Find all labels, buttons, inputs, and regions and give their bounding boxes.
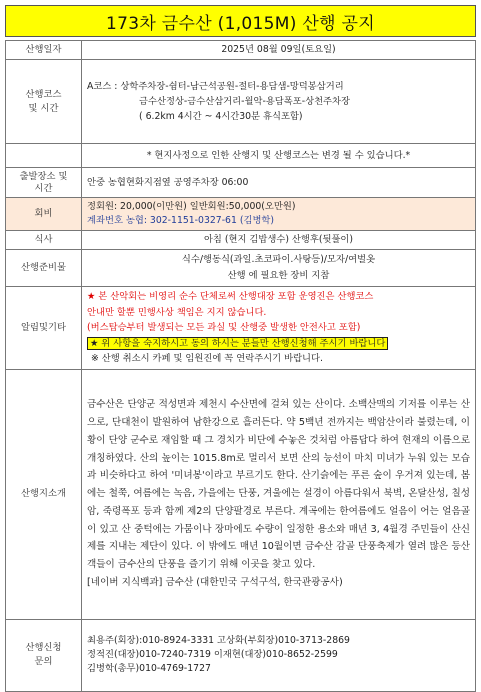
- notice-red-line-2: 안내만 할뿐 민행사상 책임은 지지 않습니다.: [87, 306, 267, 318]
- notice-value: [82, 287, 476, 370]
- fee-line-1: 정회원: 20,000(이만원) 일반회원:50,000(오만원): [87, 201, 296, 212]
- notice-row: [6, 287, 476, 370]
- course-value: [82, 60, 476, 144]
- gear-line-1: 식수/행동식(과일.초코파이.사탕등)/모자/여벌옷: [181, 254, 376, 265]
- date-value: 2025년 08월 09일(토요일): [82, 41, 476, 60]
- contact-line-3: 김병학(총무)010-4769-1727: [87, 663, 211, 674]
- departure-row: [6, 168, 476, 198]
- meal-row: [6, 231, 476, 250]
- contact-label: [6, 619, 82, 691]
- notice-sheet: [5, 5, 476, 692]
- intro-source: [네이버 지식백과] 금수산 (대한민국 구석구석, 한국관광공사): [87, 577, 343, 589]
- contact-value: [82, 619, 476, 691]
- fee-row: [6, 198, 476, 231]
- course-notice: * 현지사정으로 인한 산행지 및 산행코스는 변경 될 수 있습니다.*: [82, 144, 476, 168]
- intro-row: [6, 369, 476, 619]
- consent-notice: ★ 위 사항을 숙지하시고 동의 하시는 분들만 산행신청해 주시기 바랍니다: [87, 337, 388, 350]
- intro-value: [82, 369, 476, 619]
- departure-label: [6, 168, 82, 198]
- contact-label-line-1: 산행신청: [25, 642, 62, 653]
- gear-label: 산행준비물: [6, 250, 82, 287]
- notice-label: 알림및기타: [6, 287, 82, 370]
- intro-text: 금수산은 단양군 적성면과 제천시 수산면에 걸쳐 있는 산이다. 소백산맥의 기저를 이루는 산으로, 단대천이 발원하여 남한강으로 흘러든다. 약 5백년 전까지는 백암산이라 불렸는데, 이황이 단양 군수로 재임할 때 그 경치가 비단에 수놓은 것처럼 아름답다 하여 현재의 이름으로 개칭하였다. 산의 높이는 1015.8m로 멀리서 보면 산의 능선이 마치 미녀가 누워 있는 모습과 비슷하다고 하여 '미녀봉'이라고 부르기도 한다. 산기슭에는 푸른 숲이 우거져 있는데, 봄에는 철쭉, 여름에는 녹음, 가을에는 단풍, 겨울에는 설경이 아름다워서 북벽, 온달산성, 칠성암, 죽령폭포 등과 함께 제2의 단양팔경로 부른다. 계곡에는 한여름에도 얼음이 어는 얼음골이 있고 산 중턱에는 가뭄이나 장마에도 수량이 일정한 용소와 매년 3, 4월경 주민들이 산신제를 지내는 제단이 있다. 이 밖에도 매년 10월이면 금수산 감골 단풍축제가 열려 많은 등산객들이 금수산의 단풍을 즐기기 위해 이곳을 찾고 있다.: [87, 399, 470, 571]
- course-line-1: A코스 : 상학주차장-쉼터-남근석공원-절터-용담샘-망덕봉삼거리: [87, 81, 344, 92]
- course-row: [6, 60, 476, 144]
- contact-line-2: 정적진(대장)010-7240-7319 이재현(대장)010-8652-2599: [87, 649, 338, 660]
- intro-label: 산행지소개: [6, 369, 82, 619]
- account-number: 계좌번호 농협: 302-1151-0327-61 (김병학): [87, 215, 275, 226]
- meal-value: 아침 (현지 김밥생수) 산행후(뒷풀이): [82, 231, 476, 250]
- gear-line-2: 산행 에 필요한 장비 지참: [227, 270, 330, 281]
- contact-row: [6, 619, 476, 691]
- fee-value: [82, 198, 476, 231]
- course-label: [6, 60, 82, 144]
- departure-label-line-1: 출발장소 및: [19, 170, 68, 182]
- departure-value: 안중 농협현화지점옆 공영주차장 06:00: [82, 168, 476, 198]
- departure-label-line-2: 시간: [34, 182, 53, 194]
- contact-label-line-2: 문의: [34, 656, 53, 667]
- notice-red-line-3: (버스탑승부터 발생되는 모든 과실 및 산행중 발생한 안전사고 포함): [87, 322, 361, 333]
- info-table: [5, 40, 476, 692]
- course-notice-row: [6, 144, 476, 168]
- gear-value: [82, 250, 476, 287]
- page-title: 173차 금수산 (1,015M) 산행 공지: [5, 5, 476, 37]
- gear-row: [6, 250, 476, 287]
- course-line-3: ( 6.2km 4시간 ~ 4시간30분 휴식포함): [139, 111, 303, 122]
- course-label-line-2: 및 시간: [28, 102, 59, 114]
- date-label: 산행일자: [6, 41, 82, 60]
- date-row: [6, 41, 476, 60]
- course-line-2: 금수산정상-금수산삼거리-월악-용담폭포-상천주차장: [139, 96, 350, 107]
- meal-label: 식사: [6, 231, 82, 250]
- fee-label: 회비: [6, 198, 82, 231]
- contact-line-1: 최용주(회장):010-8924-3331 고상화(부회장)010-3713-2869: [87, 635, 350, 646]
- notice-red-line-1: ★ 본 산악회는 비영리 순수 단체로써 산행대장 포함 운영진은 산행코스: [87, 291, 374, 302]
- course-label-line-1: 산행코스: [25, 88, 62, 100]
- cancel-notice: ※ 산행 취소시 카페 및 임원진에 꼭 연락주시기 바랍니다.: [91, 353, 323, 364]
